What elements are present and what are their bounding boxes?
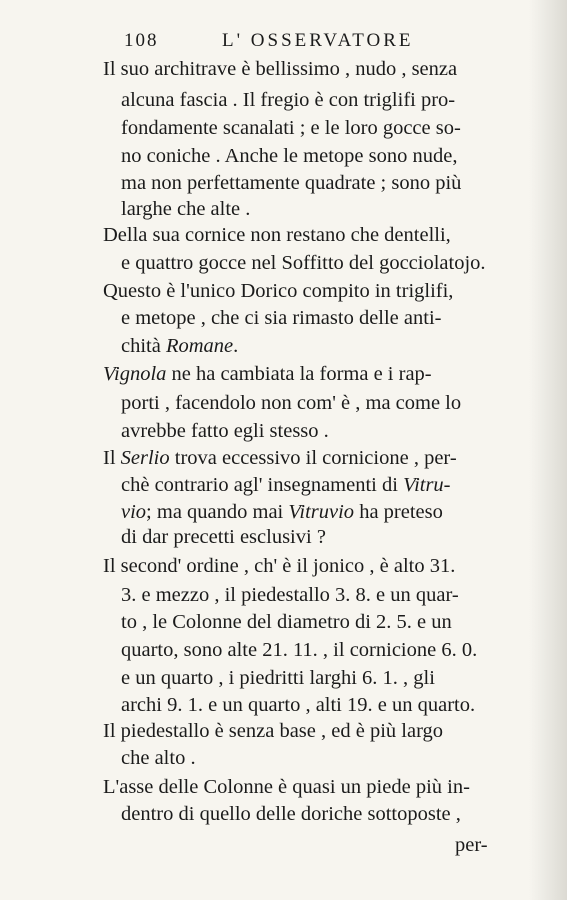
- text-line: L'asse delle Colonne è quasi un piede più in-: [103, 776, 470, 798]
- text-line: avrebbe fatto egli stesso .: [121, 420, 329, 442]
- text-segment: Il: [103, 447, 116, 469]
- italic-name: Vignola: [103, 363, 167, 385]
- text-line: Il second' ordine , ch' è il jonico , è alto 31.: [103, 555, 456, 577]
- text-line: [121, 499, 443, 525]
- text-segment: chità: [121, 335, 161, 357]
- text-segment: ha preteso: [359, 501, 443, 523]
- text-line: [121, 333, 238, 359]
- text-line: Questo è l'unico Dorico compito in triglifi,: [103, 280, 454, 302]
- text-line: che alto .: [121, 747, 196, 769]
- text-line: di dar precetti esclusivi ?: [121, 526, 326, 548]
- text-line: archi 9. 1. e un quarto , alti 19. e un quarto.: [121, 694, 476, 716]
- text-line: ma non perfettamente quadrate ; sono più: [121, 172, 462, 194]
- page-number: 108: [124, 30, 159, 51]
- text-line: 3. e mezzo , il piedestallo 3. 8. e un quar-: [121, 584, 459, 606]
- text-line: dentro di quello delle doriche sottoposte ,: [121, 803, 461, 825]
- text-line: alcuna fascia . Il fregio è con triglifi pro-: [121, 89, 456, 111]
- text-line: Della sua cornice non restano che dentelli,: [103, 224, 451, 246]
- text-line: no coniche . Anche le metope sono nude,: [121, 145, 458, 167]
- page-edge-shadow: [529, 0, 567, 900]
- text-segment: ; ma quando mai: [146, 501, 284, 523]
- text-line: quarto, sono alte 21. 11. , il cornicione 6. 0.: [121, 639, 478, 661]
- italic-name: Romane: [165, 335, 234, 357]
- italic-name: Vitru-: [403, 474, 451, 496]
- text-line: [121, 472, 451, 498]
- text-segment: trova eccessivo il cornicione , per-: [174, 447, 457, 469]
- text-line: e un quarto , i piedritti larghi 6. 1. , gli: [121, 667, 435, 689]
- text-line: e quattro gocce nel Soffitto del gocciolatojo.: [121, 252, 486, 274]
- text-line: to , le Colonne del diametro di 2. 5. e un: [121, 611, 452, 633]
- text-line: e metope , che ci sia rimasto delle anti-: [121, 307, 442, 329]
- italic-name: vio: [121, 501, 147, 523]
- italic-name: Vitruvio: [288, 501, 355, 523]
- text-line: porti , facendolo non com' è , ma come lo: [121, 392, 462, 414]
- running-title: L' OSSERVATORE: [222, 30, 414, 51]
- text-line: fondamente scanalati ; e le loro gocce so-: [121, 117, 461, 139]
- text-segment: ne ha cambiata la forma e i rap-: [171, 363, 432, 385]
- text-segment: chè contrario agl' insegnamenti di: [121, 474, 398, 496]
- text-line: Il piedestallo è senza base , ed è più largo: [103, 720, 444, 742]
- text-line: [103, 445, 457, 471]
- italic-name: Serlio: [120, 447, 170, 469]
- text-segment: .: [233, 335, 239, 357]
- text-line: Il suo architrave è bellissimo , nudo , senza: [103, 58, 458, 80]
- catchword: per-: [455, 834, 488, 856]
- text-line: larghe che alte .: [121, 198, 251, 220]
- text-line: [103, 361, 432, 387]
